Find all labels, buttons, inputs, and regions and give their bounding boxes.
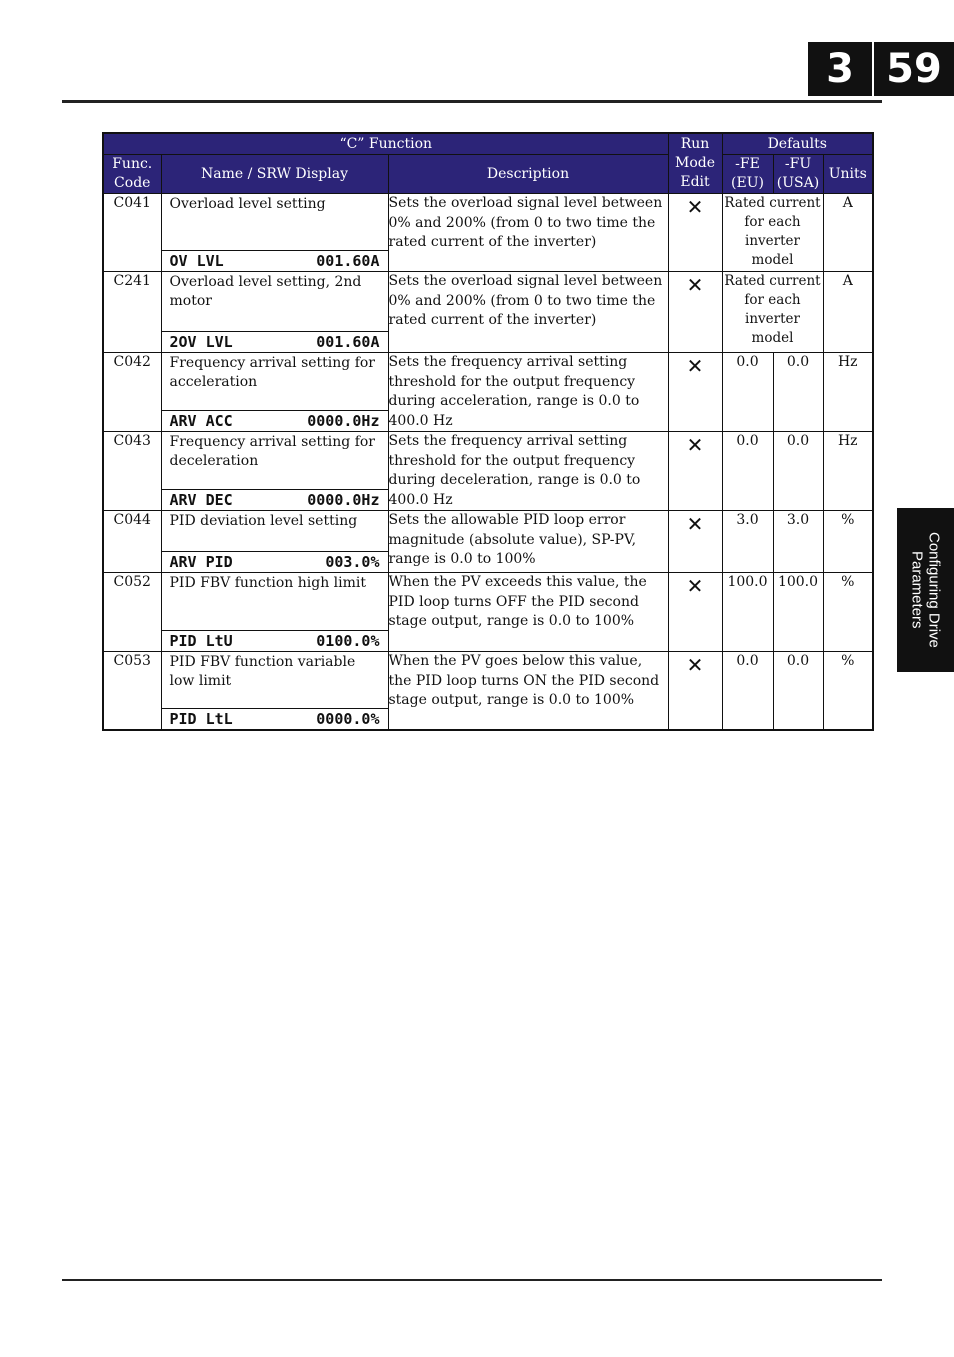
srw-label: 2OV LVL — [169, 333, 233, 351]
default-value: Rated current for each inverter model — [722, 194, 823, 272]
default-fu: 0.0 — [773, 432, 823, 511]
units: % — [823, 573, 873, 652]
srw-display — [162, 410, 388, 431]
param-name: Frequency arrival setting for acceleration — [169, 355, 375, 390]
func-code: C053 — [103, 652, 161, 730]
name-cell — [161, 272, 388, 353]
default-fe: 100.0 — [722, 573, 773, 652]
func-code: C052 — [103, 573, 161, 652]
default-fe: 0.0 — [722, 652, 773, 730]
units: A — [823, 194, 873, 272]
units: % — [823, 652, 873, 730]
description: Sets the frequency arrival setting threshold for the output frequency during acceleration, range is 0.0 to 400.0 Hz — [388, 353, 668, 432]
name-cell — [161, 432, 388, 511]
group-title: “C” Function — [103, 133, 668, 155]
header-fe: -FE (EU) — [722, 155, 773, 194]
section-tab — [897, 508, 954, 672]
default-fe: 3.0 — [722, 511, 773, 573]
srw-display — [162, 708, 388, 729]
page-badge — [808, 42, 954, 96]
param-name: PID FBV function variable low limit — [169, 654, 356, 689]
units: % — [823, 511, 873, 573]
table-row — [103, 511, 873, 573]
run-mode-x-icon: ✕ — [668, 353, 722, 432]
param-name: Frequency arrival setting for deceleration — [169, 434, 375, 469]
srw-label: OV LVL — [169, 252, 224, 270]
header-units: Units — [823, 155, 873, 194]
srw-value: 001.60A — [316, 252, 380, 270]
srw-label: PID LtU — [169, 632, 233, 650]
units: Hz — [823, 353, 873, 432]
run-mode-x-icon: ✕ — [668, 272, 722, 353]
srw-display — [162, 551, 388, 572]
description: When the PV exceeds this value, the PID loop turns OFF the PID second stage output, range is 0.0 to 100% — [388, 573, 668, 652]
table-row — [103, 573, 873, 652]
default-fe: 0.0 — [722, 432, 773, 511]
default-fu: 100.0 — [773, 573, 823, 652]
param-name: PID FBV function high limit — [169, 575, 366, 591]
description: Sets the frequency arrival setting threshold for the output frequency during deceleration, range is 0.0 to 400.0 Hz — [388, 432, 668, 511]
top-rule — [62, 100, 882, 103]
description: Sets the overload signal level between 0% and 200% (from 0 to two time the rated current of the inverter) — [388, 194, 668, 272]
run-mode-x-icon: ✕ — [668, 432, 722, 511]
table-row — [103, 652, 873, 730]
description: Sets the allowable PID loop error magnitude (absolute value), SP-PV, range is 0.0 to 100% — [388, 511, 668, 573]
name-cell — [161, 194, 388, 272]
default-fu: 3.0 — [773, 511, 823, 573]
default-value: Rated current for each inverter model — [722, 272, 823, 353]
header-run-mode: Run Mode Edit — [668, 133, 722, 194]
srw-label: ARV PID — [169, 553, 233, 571]
c-function-table — [102, 132, 874, 731]
srw-value: 003.0% — [325, 553, 380, 571]
srw-display — [162, 489, 388, 510]
srw-display — [162, 630, 388, 651]
srw-value: 0000.0% — [316, 709, 380, 728]
default-fu: 0.0 — [773, 652, 823, 730]
description: When the PV goes below this value, the PID loop turns ON the PID second stage output, range is 0.0 to 100% — [388, 652, 668, 730]
section-tab-label: Configuring Drive Parameters — [908, 532, 943, 648]
srw-display — [162, 331, 388, 352]
func-code: C043 — [103, 432, 161, 511]
units: Hz — [823, 432, 873, 511]
header-description: Description — [388, 155, 668, 194]
srw-value: 0000.0Hz — [307, 412, 380, 430]
srw-label: ARV DEC — [169, 491, 233, 509]
name-cell — [161, 511, 388, 573]
units: A — [823, 272, 873, 353]
table-row — [103, 272, 873, 353]
header-name: Name / SRW Display — [161, 155, 388, 194]
func-code: C241 — [103, 272, 161, 353]
table-row — [103, 432, 873, 511]
table-row — [103, 194, 873, 272]
run-mode-x-icon: ✕ — [668, 573, 722, 652]
page-number: 59 — [886, 46, 942, 92]
name-cell — [161, 573, 388, 652]
param-name: Overload level setting — [169, 196, 326, 212]
param-name: Overload level setting, 2nd motor — [169, 274, 362, 309]
name-cell — [161, 652, 388, 730]
srw-value: 0000.0Hz — [307, 491, 380, 509]
header-fu: -FU (USA) — [773, 155, 823, 194]
default-fu: 0.0 — [773, 353, 823, 432]
header-defaults: Defaults — [722, 133, 873, 155]
bottom-rule — [62, 1279, 882, 1281]
srw-display — [162, 250, 388, 271]
run-mode-x-icon: ✕ — [668, 511, 722, 573]
func-code: C041 — [103, 194, 161, 272]
param-name: PID deviation level setting — [169, 513, 358, 529]
func-code: C044 — [103, 511, 161, 573]
chapter-number: 3 — [826, 46, 854, 92]
srw-value: 0100.0% — [316, 632, 380, 650]
table-row — [103, 353, 873, 432]
name-cell — [161, 353, 388, 432]
srw-value: 001.60A — [316, 333, 380, 351]
func-code: C042 — [103, 353, 161, 432]
srw-label: PID LtL — [169, 709, 233, 728]
run-mode-x-icon: ✕ — [668, 194, 722, 272]
default-fe: 0.0 — [722, 353, 773, 432]
description: Sets the overload signal level between 0% and 200% (from 0 to two time the rated current of the inverter) — [388, 272, 668, 353]
header-code: Func. Code — [103, 155, 161, 194]
run-mode-x-icon: ✕ — [668, 652, 722, 730]
srw-label: ARV ACC — [169, 412, 233, 430]
